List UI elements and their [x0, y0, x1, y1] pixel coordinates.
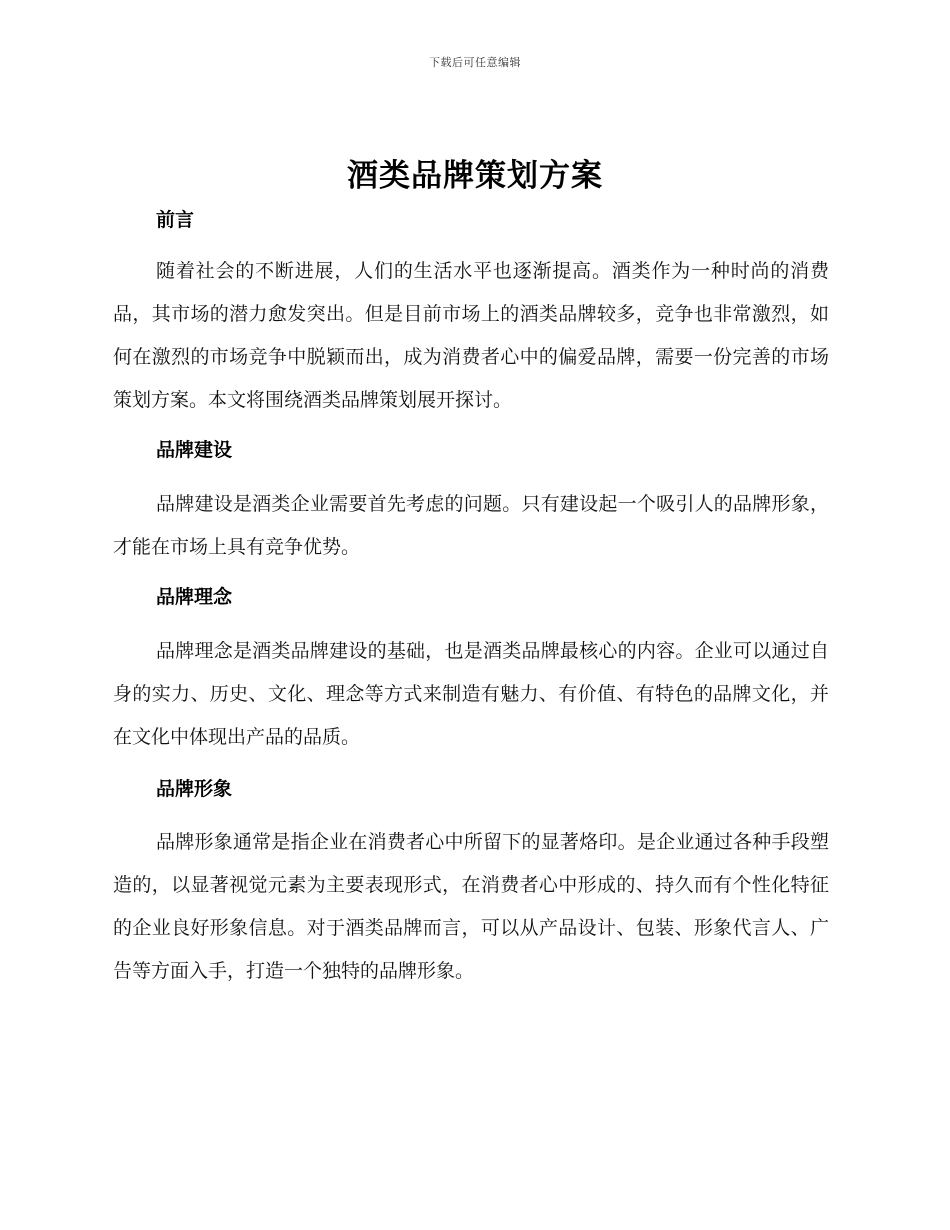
section-paragraph-preface: 随着社会的不断进展，人们的生活水平也逐渐提高。酒类作为一种时尚的消费品，其市场的潜力愈发突出。但是目前市场上的酒类品牌较多，竞争也非常激烈，如何在激烈的市场竞争中脱颖而出，成为消费者心中的偏爱品牌，需要一份完善的市场策划方案。本文将围绕酒类品牌策划展开探讨。 — [113, 260, 829, 411]
section-paragraph-brand-philosophy: 品牌理念是酒类品牌建设的基础，也是酒类品牌最核心的内容。企业可以通过自身的实力、历史、文化、理念等方式来制造有魅力、有价值、有特色的品牌文化，并在文化中体现出产品的品质。 — [113, 640, 829, 748]
document-title: 酒类品牌策划方案 — [347, 158, 603, 194]
page-header-note: 下载后可任意编辑 — [429, 56, 521, 69]
section-heading-brand-philosophy: 品牌理念 — [156, 586, 233, 608]
document-body — [113, 202, 829, 993]
section-paragraph-brand-image: 品牌形象通常是指企业在消费者心中所留下的显著烙印。是企业通过各种手段塑造的，以显著视觉元素为主要表现形式，在消费者心中形成的、持久而有个性化特征的企业良好形象信息。对于酒类品牌而言，可以从产品设计、包装、形象代言人、广告等方面入手，打造一个独特的品牌形象。 — [113, 831, 829, 982]
section-heading-preface: 前言 — [156, 209, 195, 231]
section-heading-brand-building: 品牌建设 — [156, 439, 233, 461]
section-paragraph-brand-building: 品牌建设是酒类企业需要首先考虑的问题。只有建设起一个吸引人的品牌形象，才能在市场上具有竞争优势。 — [113, 493, 829, 558]
section-heading-brand-image: 品牌形象 — [156, 778, 233, 800]
